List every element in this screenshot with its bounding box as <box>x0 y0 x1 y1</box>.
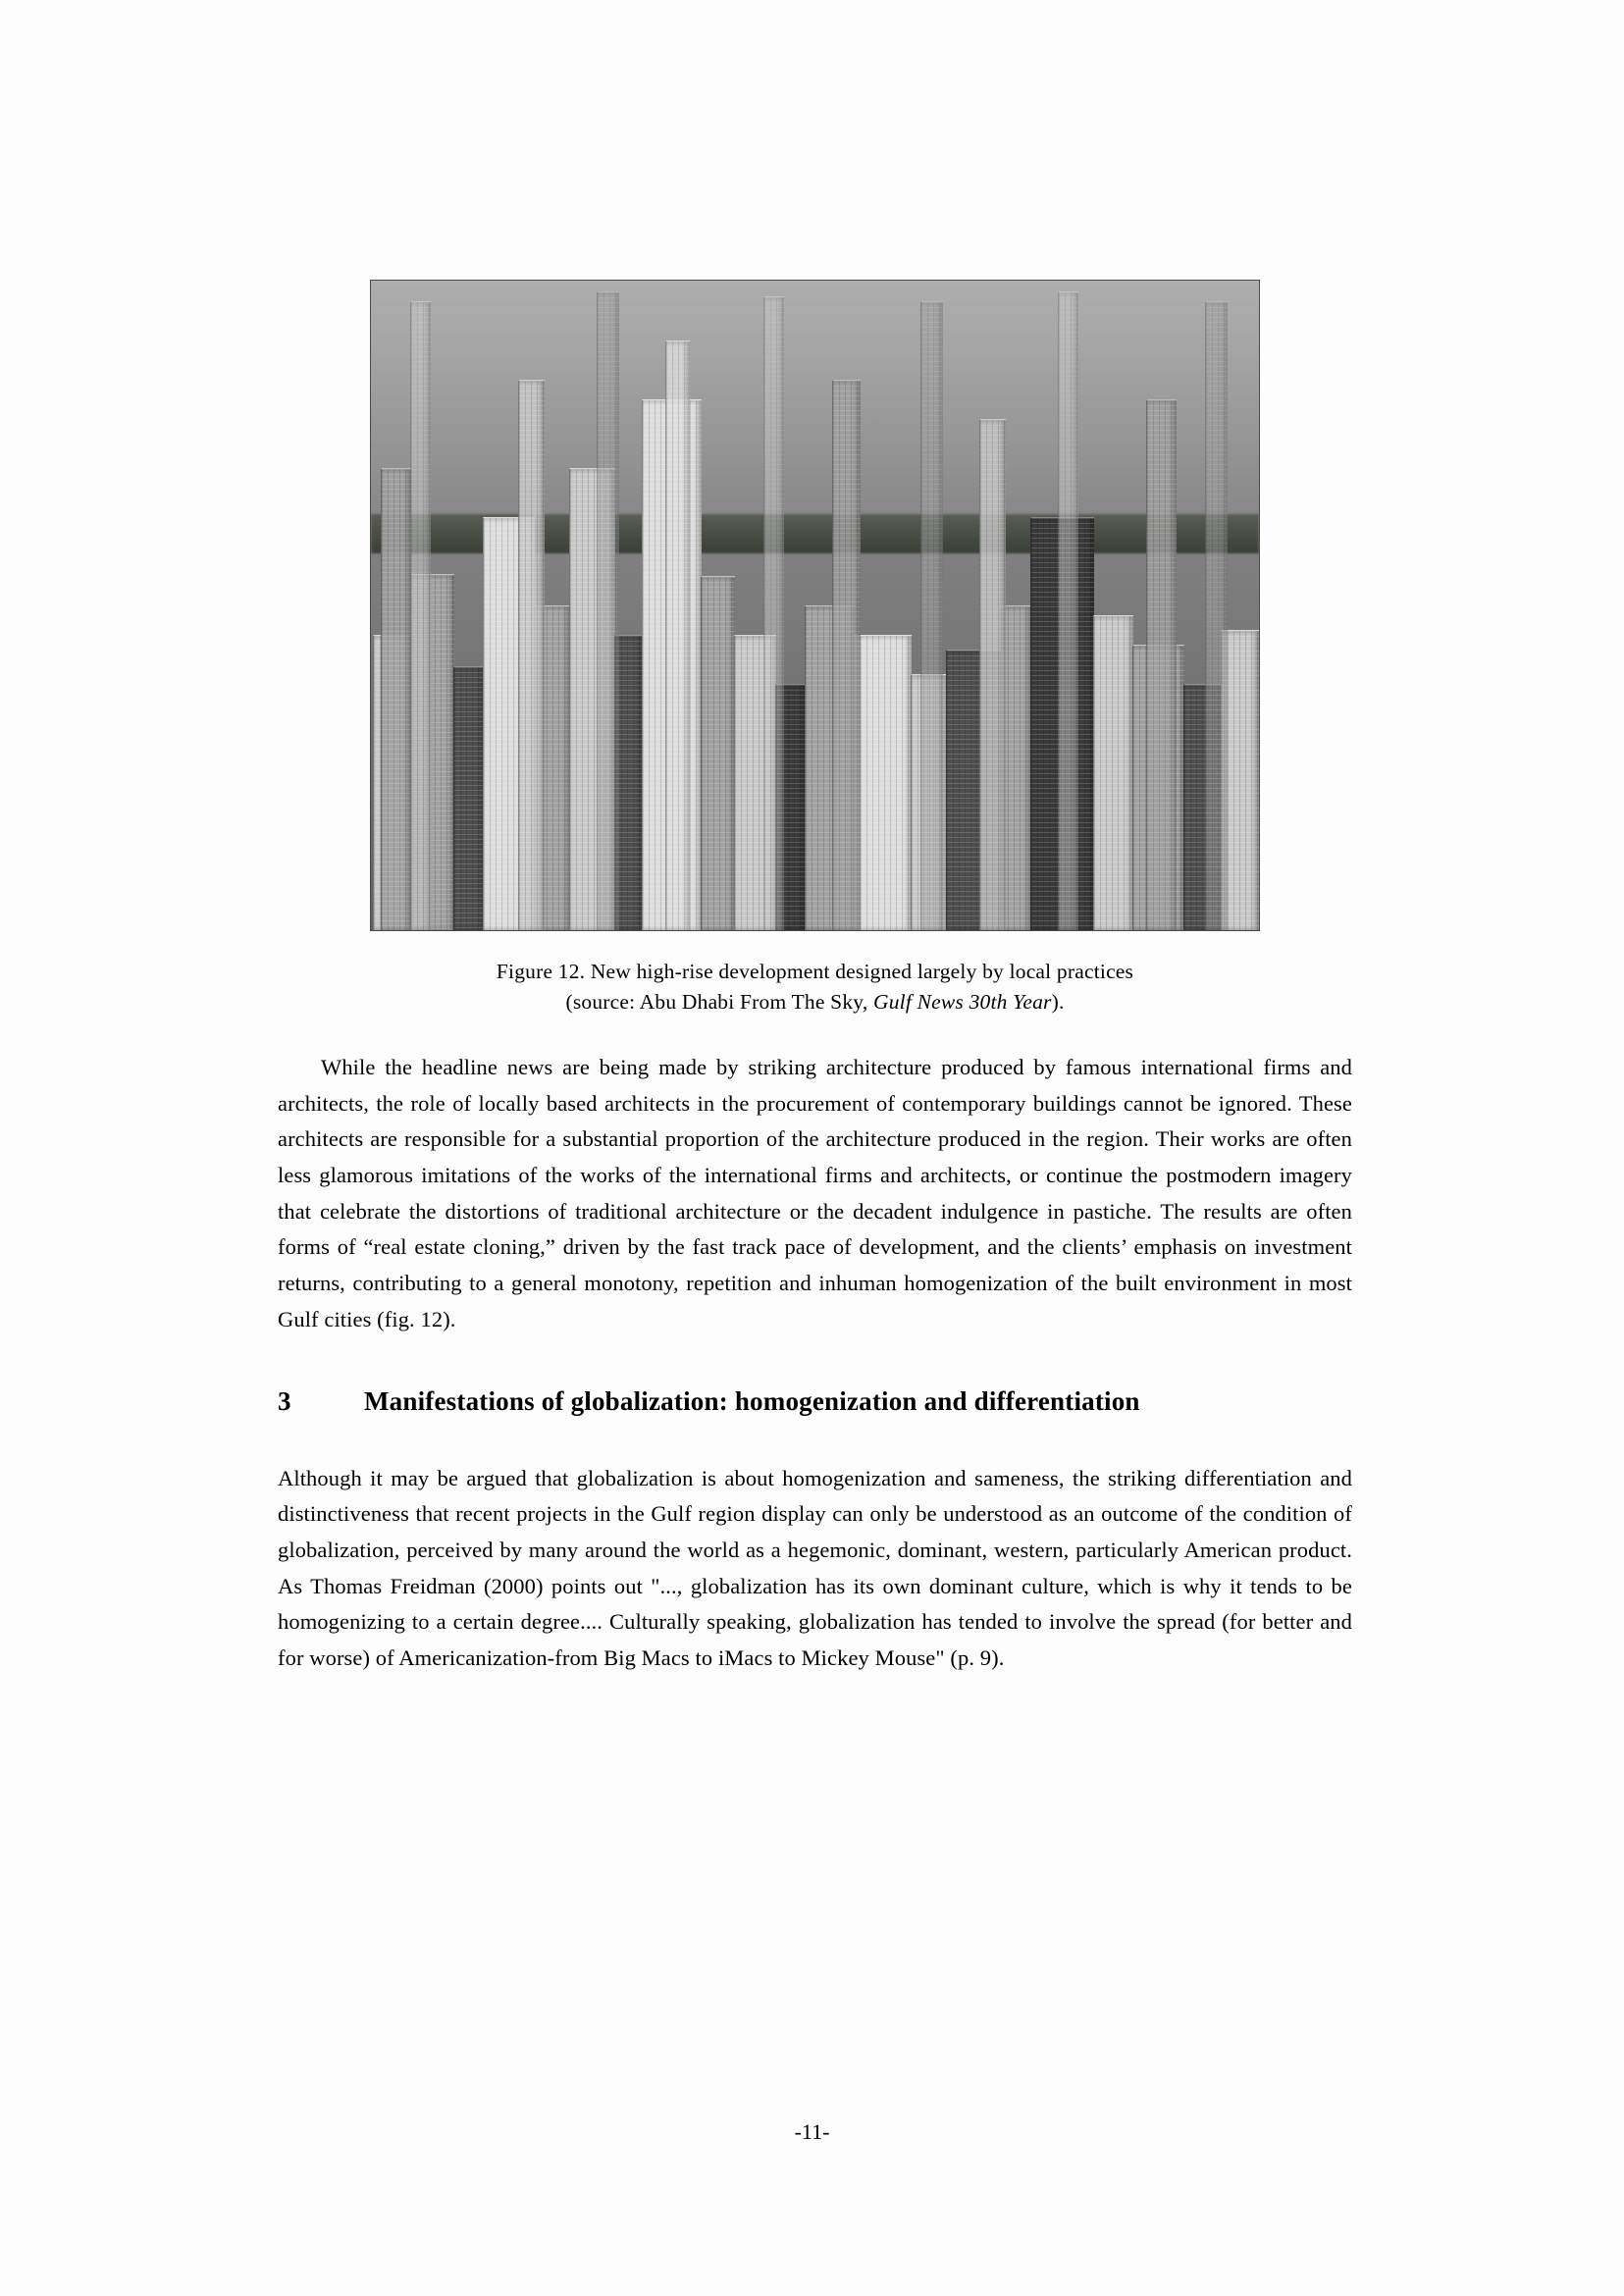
page-content <box>278 280 1352 1677</box>
page-number: -11- <box>794 2119 830 2144</box>
body-paragraph-1: While the headline news are being made by striking architecture produced by famous international firms and architects, the role of locally based architects in the procurement of contemporary buildings cannot be ignored. These architects are responsible for a substantial proportion of the architecture produced in the region. Their works are often less glamorous imitations of the works of the international firms and architects, or continue the postmodern imagery that celebrate the distortions of traditional architecture or the decadent indulgence in pastiche. The results are often forms of “real estate cloning,” driven by the fast track pace of development, and the clients’ emphasis on investment returns, contributing to a general monotony, repetition and inhuman homogenization of the built environment in most Gulf cities (fig. 12). <box>278 1055 1352 1331</box>
aerial-photo-high-rise-city <box>370 280 1260 931</box>
spacer <box>278 1422 1352 1461</box>
figure-source-italic: Gulf News 30th Year <box>873 989 1052 1014</box>
spacer <box>278 1337 1352 1383</box>
figure-caption <box>278 957 1352 1017</box>
section-heading <box>278 1383 1352 1421</box>
figure-source-prefix: (source: Abu Dhabi From The Sky, <box>565 989 873 1014</box>
figure-caption-line-1: Figure 12. New high-rise development designed largely by local practices <box>496 960 1134 983</box>
figure-caption-line-2 <box>278 987 1352 1018</box>
section-number: 3 <box>278 1386 291 1417</box>
figure-source-suffix: ). <box>1051 989 1065 1014</box>
spacer <box>278 1017 1352 1050</box>
section-title: Manifestations of globalization: homogenization and differentiation <box>364 1386 1140 1417</box>
body-paragraph-2: Although it may be argued that globalization is about homogenization and sameness, the striking differentiation and distinctiveness that recent projects in the Gulf region display can only be understood as an outcome of the condition of globalization, perceived by many around the world as a hegemonic, dominant, western, particularly American product. As Thomas Freidman (2000) points out "..., globalization has its own dominant culture, which is why it tends to be homogenizing to a certain degree.... Culturally speaking, globalization has tended to involve the spread (for better and for worse) of Americanization-from Big Macs to iMacs to Mickey Mouse" (p. 9). <box>278 1465 1352 1670</box>
photo-skyline <box>371 281 1259 930</box>
figure-12 <box>278 280 1352 1017</box>
